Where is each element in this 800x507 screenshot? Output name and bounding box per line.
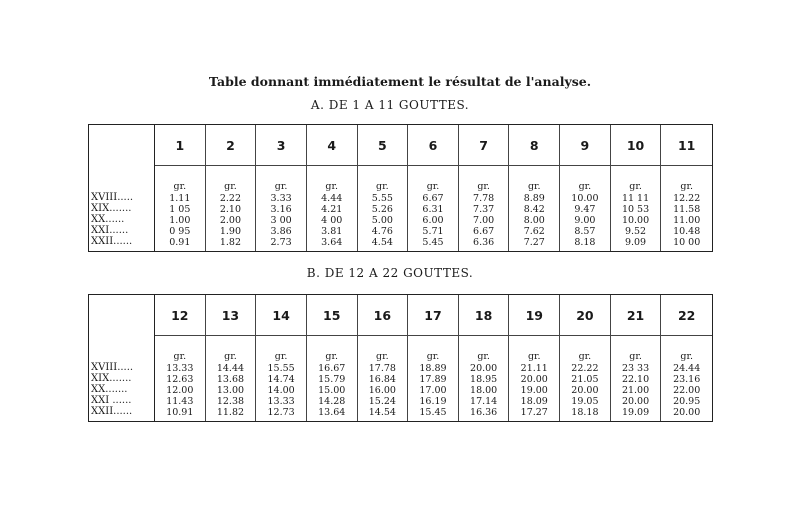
table-cell: 7.37 (473, 204, 495, 215)
column-header: 11 (677, 137, 696, 153)
unit-label: gr. (224, 351, 237, 362)
header-rule (611, 335, 661, 336)
column-values (509, 351, 559, 418)
table-cell: 8.57 (574, 226, 596, 237)
column-header: 19 (525, 307, 543, 323)
table-cell: 18.89 (419, 363, 447, 374)
column-values (611, 181, 661, 248)
table-cell: 14.00 (267, 385, 295, 396)
table-cell: 9.09 (624, 237, 647, 248)
table-cell: 2.73 (270, 237, 292, 248)
table-cell: 3.33 (270, 193, 292, 204)
table-cell: 1 05 (169, 204, 191, 215)
table-cell: 18.95 (470, 374, 498, 385)
column-values (611, 351, 661, 418)
table-cell: 14.44 (216, 363, 245, 374)
column-values (155, 181, 205, 248)
table-cell: 19.09 (621, 407, 650, 418)
table-cell: 17.14 (470, 396, 498, 407)
column-values (206, 351, 256, 418)
table-cell: 11.58 (673, 204, 701, 215)
unit-label: gr. (224, 181, 237, 192)
table-cell: 5.55 (371, 193, 393, 204)
table-cell: 16.84 (368, 374, 396, 385)
table-cell: 21.11 (520, 363, 548, 374)
table-cell: 16.19 (419, 396, 447, 407)
column-values (560, 351, 610, 418)
unit-label: gr. (376, 351, 389, 362)
table-column (358, 295, 409, 421)
table-column (408, 295, 459, 421)
table-cell: 13.64 (318, 407, 346, 418)
table-cell: 22.00 (673, 385, 701, 396)
column-header: 4 (327, 137, 337, 153)
unit-label: gr. (173, 351, 187, 362)
unit-label: gr. (426, 181, 440, 192)
table-cell: 7.27 (523, 237, 545, 248)
header-rule (459, 335, 509, 336)
table-column (611, 125, 662, 251)
table-cell: 5.00 (371, 215, 393, 226)
row-label: XIX....... (91, 203, 132, 214)
table-cell: 4.21 (321, 204, 343, 215)
header-rule (155, 335, 205, 336)
column-header: 5 (378, 137, 387, 153)
table-b (88, 294, 713, 422)
table-cell: 14.54 (368, 407, 396, 418)
column-header: 8 (529, 137, 539, 153)
table-cell: 10 00 (673, 237, 701, 248)
unit-label: gr. (527, 351, 541, 362)
column-values (408, 181, 458, 248)
table-column (206, 295, 257, 421)
table-cell: 1.82 (219, 237, 242, 248)
table-cell: 21.05 (571, 374, 599, 385)
table-cell: 15.24 (368, 396, 396, 407)
column-values (155, 351, 205, 418)
table-cell: 23 33 (621, 363, 650, 374)
row-label: XXII...... (91, 236, 133, 247)
column-header: 17 (424, 307, 442, 323)
header-rule (408, 335, 458, 336)
table-columns (155, 295, 712, 421)
table-cell: 3.64 (321, 237, 343, 248)
table-cell: 7.62 (523, 226, 545, 237)
table-cell: 5.45 (422, 237, 444, 248)
table-cell: 4.54 (371, 237, 393, 248)
table-cell: 0 95 (169, 226, 191, 237)
column-header: 12 (171, 307, 189, 323)
unit-label: gr. (680, 351, 693, 362)
table-cell: 2.22 (219, 193, 242, 204)
table-a (88, 124, 713, 252)
unit-label: gr. (680, 181, 693, 192)
table-cell: 3 00 (270, 215, 292, 226)
row-label: XXI ...... (91, 395, 132, 406)
row-label: XXI...... (91, 225, 129, 236)
unit-label: gr. (426, 351, 440, 362)
header-rule (206, 335, 256, 336)
table-column (206, 125, 257, 251)
table-cell: 23.16 (673, 374, 701, 385)
column-header: 22 (677, 307, 696, 323)
header-rule (256, 165, 306, 166)
column-header: 16 (373, 307, 392, 323)
header-rule (256, 335, 306, 336)
table-cell: 10.00 (621, 215, 650, 226)
table-cell: 16.00 (368, 385, 396, 396)
header-rule (459, 165, 509, 166)
unit-label: gr. (477, 181, 490, 192)
table-cell: 0.91 (169, 237, 191, 248)
table-cell: 13.33 (267, 396, 295, 407)
table-cell: 24.44 (673, 363, 701, 374)
column-header: 6 (428, 137, 438, 153)
table-column (560, 125, 611, 251)
unit-label: gr. (173, 181, 187, 192)
table-cell: 11.43 (166, 396, 194, 407)
table-cell: 7.00 (473, 215, 495, 226)
header-rule (307, 335, 357, 336)
table-cell: 15.45 (419, 407, 447, 418)
table-column (155, 125, 206, 251)
table-cell: 14.74 (267, 374, 295, 385)
column-header: 10 (626, 137, 645, 153)
table-cell: 20.00 (520, 374, 548, 385)
column-header: 14 (272, 307, 290, 323)
table-cell: 5.26 (371, 204, 393, 215)
table-cell: 11.00 (673, 215, 701, 226)
table-cell: 19.05 (571, 396, 599, 407)
table-cell: 13.33 (166, 363, 194, 374)
table-cell: 20.00 (621, 396, 650, 407)
table-column (256, 125, 307, 251)
column-values (459, 351, 509, 418)
table-cell: 11.82 (216, 407, 245, 418)
row-label: XX...... (91, 214, 125, 225)
unit-label: gr. (376, 181, 389, 192)
table-cell: 3.81 (321, 226, 343, 237)
table-cell: 21.00 (621, 385, 650, 396)
unit-label: gr. (274, 351, 288, 362)
page-title: Table donnant immédiatement le résultat de l'analyse. (208, 74, 592, 89)
table-a-subtitle: A. DE 1 A 11 GOUTTES. (310, 98, 470, 112)
unit-label: gr. (274, 181, 288, 192)
table-column (459, 295, 510, 421)
column-header: 15 (323, 307, 341, 323)
row-label: XVIII..... (91, 362, 134, 373)
row-labels (91, 362, 133, 417)
header-rule (307, 165, 357, 166)
unit-label: gr. (578, 351, 592, 362)
row-label: XXII...... (91, 406, 133, 417)
column-header: 9 (580, 137, 590, 153)
table-cell: 10 53 (621, 204, 650, 215)
table-cell: 15.55 (267, 363, 295, 374)
table-column (611, 295, 662, 421)
table-cell: 16.36 (470, 407, 498, 418)
table-cell: 6.67 (422, 193, 444, 204)
unit-label: gr. (578, 181, 592, 192)
table-cell: 18.18 (571, 407, 599, 418)
column-header: 13 (221, 307, 240, 323)
table-cell: 15.79 (318, 374, 346, 385)
table-cell: 20.00 (673, 407, 701, 418)
row-header-column (89, 125, 155, 251)
header-rule (155, 165, 205, 166)
table-cell: 12.73 (267, 407, 295, 418)
table-cell: 17.89 (419, 374, 447, 385)
table-cell: 7.78 (473, 193, 495, 204)
header-rule (661, 165, 712, 166)
unit-label: gr. (325, 181, 339, 192)
column-header: 3 (276, 137, 286, 153)
unit-label: gr. (629, 351, 642, 362)
column-values (560, 181, 610, 248)
table-columns (155, 125, 712, 251)
table-cell: 2.10 (219, 204, 242, 215)
table-cell: 18.00 (470, 385, 498, 396)
table-cell: 17.27 (520, 407, 548, 418)
table-column (560, 295, 611, 421)
header-rule (358, 335, 408, 336)
table-cell: 6.67 (473, 226, 495, 237)
column-values (459, 181, 509, 248)
table-cell: 9.47 (574, 204, 596, 215)
table-cell: 4.76 (371, 226, 393, 237)
table-cell: 12.22 (673, 193, 701, 204)
unit-label: gr. (477, 351, 490, 362)
row-labels (91, 192, 133, 247)
table-cell: 11 11 (621, 193, 650, 204)
table-cell: 20.00 (571, 385, 599, 396)
table-column (509, 125, 560, 251)
table-column (408, 125, 459, 251)
column-values (307, 351, 357, 418)
table-cell: 22.10 (621, 374, 650, 385)
table-cell: 8.18 (574, 237, 596, 248)
column-header: 1 (175, 137, 185, 153)
table-cell: 3.86 (270, 226, 292, 237)
table-cell: 1.11 (169, 193, 191, 204)
table-b-subtitle: B. DE 12 A 22 GOUTTES. (306, 266, 474, 280)
table-cell: 15.00 (318, 385, 346, 396)
table-cell: 10.00 (571, 193, 599, 204)
table-cell: 6.00 (422, 215, 444, 226)
header-rule (408, 165, 458, 166)
column-header: 20 (576, 307, 594, 323)
table-column (358, 125, 409, 251)
column-header: 21 (626, 307, 645, 323)
column-header: 2 (226, 137, 235, 153)
table-column (307, 125, 358, 251)
table-column (256, 295, 307, 421)
header-rule (509, 335, 559, 336)
header-rule (358, 165, 408, 166)
table-cell: 18.09 (520, 396, 548, 407)
column-values (408, 351, 458, 418)
column-header: 7 (479, 137, 488, 153)
unit-label: gr. (527, 181, 541, 192)
table-cell: 8.00 (523, 215, 545, 226)
column-values (307, 181, 357, 248)
table-cell: 12.38 (216, 396, 245, 407)
table-cell: 12.00 (166, 385, 194, 396)
table-column (155, 295, 206, 421)
table-cell: 19.00 (520, 385, 548, 396)
table-cell: 4 00 (321, 215, 343, 226)
table-column (459, 125, 510, 251)
header-rule (560, 165, 610, 166)
table-cell: 2.00 (219, 215, 242, 226)
column-values (358, 181, 408, 248)
table-cell: 8.42 (523, 204, 545, 215)
column-values (358, 351, 408, 418)
table-cell: 6.31 (422, 204, 444, 215)
unit-label: gr. (325, 351, 339, 362)
row-label: XVIII..... (91, 192, 134, 203)
table-cell: 10.91 (166, 407, 194, 418)
row-header-column (89, 295, 155, 421)
table-cell: 20.95 (673, 396, 701, 407)
unit-label: gr. (629, 181, 642, 192)
table-column (307, 295, 358, 421)
table-cell: 5.71 (422, 226, 444, 237)
table-cell: 17.78 (368, 363, 396, 374)
table-cell: 1.90 (219, 226, 242, 237)
table-cell: 13.68 (216, 374, 245, 385)
table-cell: 9.00 (574, 215, 596, 226)
column-values (509, 181, 559, 248)
table-cell: 10.48 (673, 226, 701, 237)
table-column (661, 295, 712, 421)
row-label: XX....... (91, 384, 128, 395)
table-column (509, 295, 560, 421)
table-cell: 20.00 (470, 363, 498, 374)
column-values (256, 181, 306, 248)
table-column (661, 125, 712, 251)
header-rule (661, 335, 712, 336)
table-cell: 12.63 (166, 374, 194, 385)
table-cell: 16.67 (318, 363, 346, 374)
column-values (256, 351, 306, 418)
table-cell: 22.22 (571, 363, 599, 374)
header-rule (509, 165, 559, 166)
table-cell: 3.16 (270, 204, 292, 215)
table-cell: 9.52 (624, 226, 647, 237)
table-cell: 4.44 (321, 193, 343, 204)
header-rule (560, 335, 610, 336)
table-cell: 6.36 (473, 237, 495, 248)
column-values (206, 181, 256, 248)
column-header: 18 (474, 307, 493, 323)
table-cell: 13.00 (216, 385, 245, 396)
column-values (661, 181, 712, 248)
header-rule (206, 165, 256, 166)
header-rule (611, 165, 661, 166)
table-cell: 14.28 (318, 396, 346, 407)
table-cell: 1.00 (169, 215, 191, 226)
column-values (661, 351, 712, 418)
table-cell: 8.89 (523, 193, 545, 204)
row-label: XIX....... (91, 373, 132, 384)
table-cell: 17.00 (419, 385, 447, 396)
